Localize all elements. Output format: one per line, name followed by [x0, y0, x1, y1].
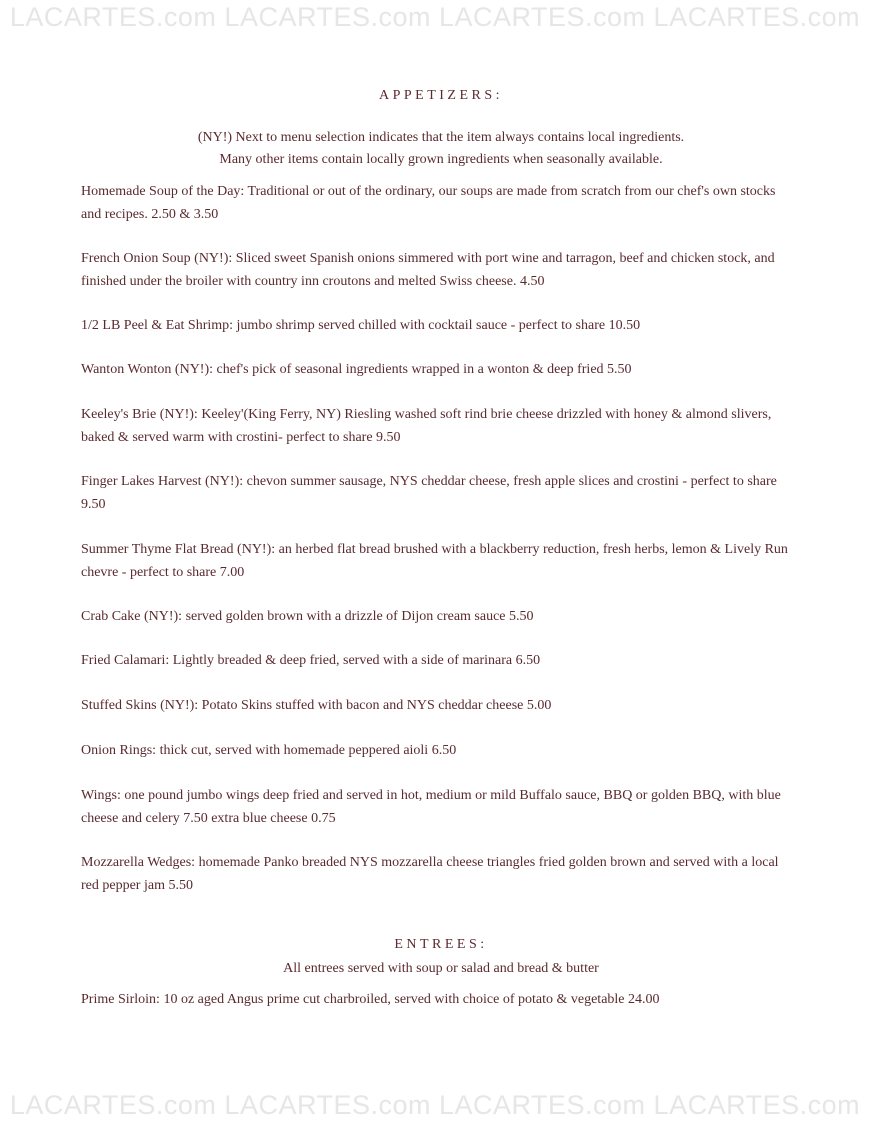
menu-item-wanton-wonton: Wanton Wonton (NY!): chef's pick of seasonal ingredients wrapped in a wonton & deep fried 5.50: [81, 362, 632, 377]
menu-item-peel-eat-shrimp: 1/2 LB Peel & Eat Shrimp: jumbo shrimp served chilled with cocktail sauce - perfect to share 10.50: [81, 318, 641, 333]
menu-item-summer-thyme-flat-bread: Summer Thyme Flat Bread (NY!): an herbed flat bread brushed with a blackberry reduction, fresh herbs, lemon & Lively Run chevre - perfect to share 7.00: [81, 542, 788, 580]
menu-item-prime-sirloin: Prime Sirloin: 10 oz aged Angus prime cut charbroiled, served with choice of potato & vegetable 24.00: [81, 992, 660, 1007]
local-ingredients-note: (NY!) Next to menu selection indicates that the item always contains local ingredients.: [197, 130, 685, 145]
menu-item-keeleys-brie: Keeley's Brie (NY!): Keeley'(King Ferry, NY) Riesling washed soft rind brie cheese drizzled with honey & almond slivers, baked & served warm with crostini- perfect to share 9.50: [81, 407, 772, 445]
watermark-bottom: LACARTES.com LACARTES.com LACARTES.com LACARTES.com: [9, 1090, 861, 1120]
appetizers-heading: APPETIZERS:: [378, 88, 504, 103]
watermark-top: LACARTES.com LACARTES.com LACARTES.com LACARTES.com: [9, 2, 861, 32]
menu-item-finger-lakes-harvest: Finger Lakes Harvest (NY!): chevon summer sausage, NYS cheddar cheese, fresh apple slices and crostini - perfect to share 9.50: [81, 474, 777, 512]
menu-item-wings: Wings: one pound jumbo wings deep fried and served in hot, medium or mild Buffalo sauce, BBQ or golden BBQ, with blue cheese and celery 7.50 extra blue cheese 0.75: [81, 788, 781, 826]
menu-item-french-onion-soup: French Onion Soup (NY!): Sliced sweet Spanish onions simmered with port wine and tarragon, beef and chicken stock, and finished under the broiler with country inn croutons and melted Swiss cheese. 4.50: [81, 251, 775, 289]
entrees-note: All entrees served with soup or salad and bread & butter: [283, 961, 599, 976]
menu-item-onion-rings: Onion Rings: thick cut, served with homemade peppered aioli 6.50: [81, 743, 457, 758]
menu-item-mozzarella-wedges: Mozzarella Wedges: homemade Panko breaded NYS mozzarella cheese triangles fried golden brown and served with a local red pepper jam 5.50: [81, 855, 779, 893]
entrees-heading: ENTREES:: [394, 937, 488, 952]
menu-item-crab-cake: Crab Cake (NY!): served golden brown with a drizzle of Dijon cream sauce 5.50: [81, 609, 534, 624]
menu-item-soup-of-day: Homemade Soup of the Day: Traditional or out of the ordinary, our soups are made from scratch from our chef's own stocks and recipes. 2.50 & 3.50: [81, 184, 776, 222]
seasonal-ingredients-note: Many other items contain locally grown ingredients when seasonally available.: [219, 152, 663, 167]
menu-item-stuffed-skins: Stuffed Skins (NY!): Potato Skins stuffed with bacon and NYS cheddar cheese 5.00: [81, 698, 552, 713]
menu-item-fried-calamari: Fried Calamari: Lightly breaded & deep fried, served with a side of marinara 6.50: [81, 653, 541, 668]
